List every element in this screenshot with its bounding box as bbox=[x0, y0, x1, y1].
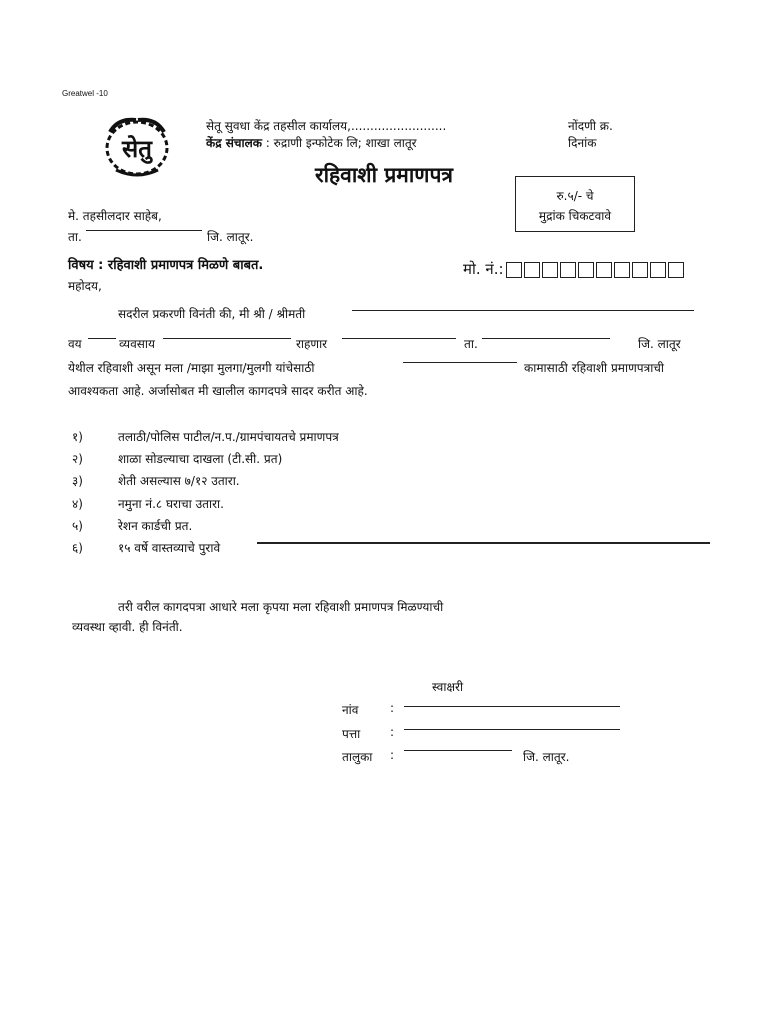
residing-field[interactable] bbox=[342, 338, 456, 339]
office-line: सेतू सुवधा केंद्र तहसील कार्यालय,......................... bbox=[206, 119, 447, 133]
mobile-label: मो. नं.: bbox=[463, 260, 504, 278]
mobile-digit-box[interactable] bbox=[578, 262, 594, 278]
page-title: रहिवाशी प्रमाणपत्र bbox=[315, 163, 453, 187]
mobile-digit-box[interactable] bbox=[542, 262, 558, 278]
applicant-name-field[interactable] bbox=[352, 310, 694, 311]
document-number: ३) bbox=[72, 474, 83, 488]
operator-line bbox=[206, 134, 417, 151]
resident-line-end: कामासाठी रहिवाशी प्रमाणपत्राची bbox=[524, 361, 665, 375]
salutation: महोदय, bbox=[68, 279, 102, 293]
occupation-label: व्यवसाय bbox=[119, 337, 155, 351]
addressee-taluka-field[interactable] bbox=[86, 230, 202, 231]
age-field[interactable] bbox=[88, 338, 116, 339]
residing-label: राहणार bbox=[296, 337, 328, 351]
stamp-line2: मुद्रांक चिकटवावे bbox=[538, 209, 612, 223]
document-number: २) bbox=[72, 452, 83, 466]
document-item bbox=[72, 426, 339, 445]
operator-label: केंद्र संचालक bbox=[206, 136, 262, 150]
closing-line2: व्यवस्था व्हावी. ही विनंती. bbox=[72, 620, 183, 634]
addressee-district: जि. लातूर. bbox=[207, 230, 254, 244]
taluka-label: ता. bbox=[464, 337, 478, 351]
mobile-digit-box[interactable] bbox=[560, 262, 576, 278]
mobile-digit-box[interactable] bbox=[506, 262, 522, 278]
taluka-sign-colon: : bbox=[390, 748, 395, 762]
registration-label: नोंदणी क्र. bbox=[568, 119, 613, 133]
taluka-sign-label: तालुका bbox=[342, 750, 373, 764]
stamp-line1: रु.५/- चे bbox=[556, 189, 594, 203]
document-number: ५) bbox=[72, 519, 83, 533]
document-item bbox=[72, 448, 282, 467]
date-label: दिनांक bbox=[568, 136, 597, 150]
stamp-box bbox=[515, 176, 635, 232]
signature-label: स्वाक्षरी bbox=[432, 680, 464, 694]
address-label: पत्ता bbox=[342, 727, 361, 741]
occupation-field[interactable] bbox=[163, 338, 291, 339]
logo-text: सेतु bbox=[122, 135, 152, 163]
address-colon: : bbox=[390, 725, 395, 739]
name-label: नांव bbox=[342, 703, 359, 717]
document-text: शाळा सोडल्याचा दाखला (टी.सी. प्रत) bbox=[118, 452, 283, 466]
request-line: सदरील प्रकरणी विनंती की, मी श्री / श्रीमती bbox=[118, 307, 306, 321]
district-label: जि. लातूर bbox=[638, 337, 681, 351]
name-field[interactable] bbox=[404, 706, 620, 707]
subject-line: विषय : रहिवाशी प्रमाणपत्र मिळणे बाबत. bbox=[68, 258, 264, 273]
document-number: ६) bbox=[72, 541, 83, 555]
purpose-field[interactable] bbox=[403, 362, 517, 363]
proof-field[interactable] bbox=[257, 542, 710, 544]
mobile-number-field[interactable] bbox=[463, 259, 684, 279]
address-field[interactable] bbox=[404, 729, 620, 730]
mobile-digit-box[interactable] bbox=[524, 262, 540, 278]
taluka-field[interactable] bbox=[482, 338, 610, 339]
operator-value: : रुद्राणी इन्फोटेक लि; शाखा लातूर bbox=[265, 136, 417, 150]
age-label: वय bbox=[68, 337, 82, 351]
document-item bbox=[72, 470, 240, 489]
mobile-digit-box[interactable] bbox=[614, 262, 630, 278]
resident-line-start: येथील रहिवाशी असून मला /माझा मुलगा/मुलगी यांचेसाठी bbox=[68, 361, 315, 375]
mobile-digit-box[interactable] bbox=[596, 262, 612, 278]
document-item bbox=[72, 515, 192, 534]
document-text: १५ वर्षे वास्तव्याचे पुरावे bbox=[118, 541, 221, 555]
mobile-digit-boxes[interactable] bbox=[504, 260, 684, 278]
taluka-sign-field[interactable] bbox=[404, 750, 512, 751]
addressee-line1: मे. तहसीलदार साहेब, bbox=[68, 209, 162, 223]
document-item bbox=[72, 537, 220, 556]
document-item bbox=[72, 493, 224, 512]
name-colon: : bbox=[390, 701, 395, 715]
document-number: १) bbox=[72, 430, 83, 444]
closing-line1: तरी वरील कागदपत्रा आधारे मला कृपया मला रहिवाशी प्रमाणपत्र मिळण्याची bbox=[118, 600, 444, 614]
mobile-digit-box[interactable] bbox=[632, 262, 648, 278]
form-code: Greatwel -10 bbox=[62, 89, 108, 98]
document-text: तलाठी/पोलिस पाटील/न.प./ग्रामपंचायतचे प्रमाणपत्र bbox=[118, 430, 339, 444]
setu-logo bbox=[98, 112, 176, 182]
mobile-digit-box[interactable] bbox=[668, 262, 684, 278]
mobile-digit-box[interactable] bbox=[650, 262, 666, 278]
document-text: शेती असल्यास ७/१२ उतारा. bbox=[118, 474, 240, 488]
addressee-taluka-label: ता. bbox=[68, 230, 82, 244]
document-text: रेशन कार्डची प्रत. bbox=[118, 519, 193, 533]
need-line: आवश्यकता आहे. अर्जासोबत मी खालील कागदपत्रे सादर करीत आहे. bbox=[68, 384, 368, 398]
document-number: ४) bbox=[72, 497, 83, 511]
document-text: नमुना नं.८ घराचा उतारा. bbox=[118, 497, 224, 511]
district-sign-label: जि. लातूर. bbox=[523, 750, 570, 764]
